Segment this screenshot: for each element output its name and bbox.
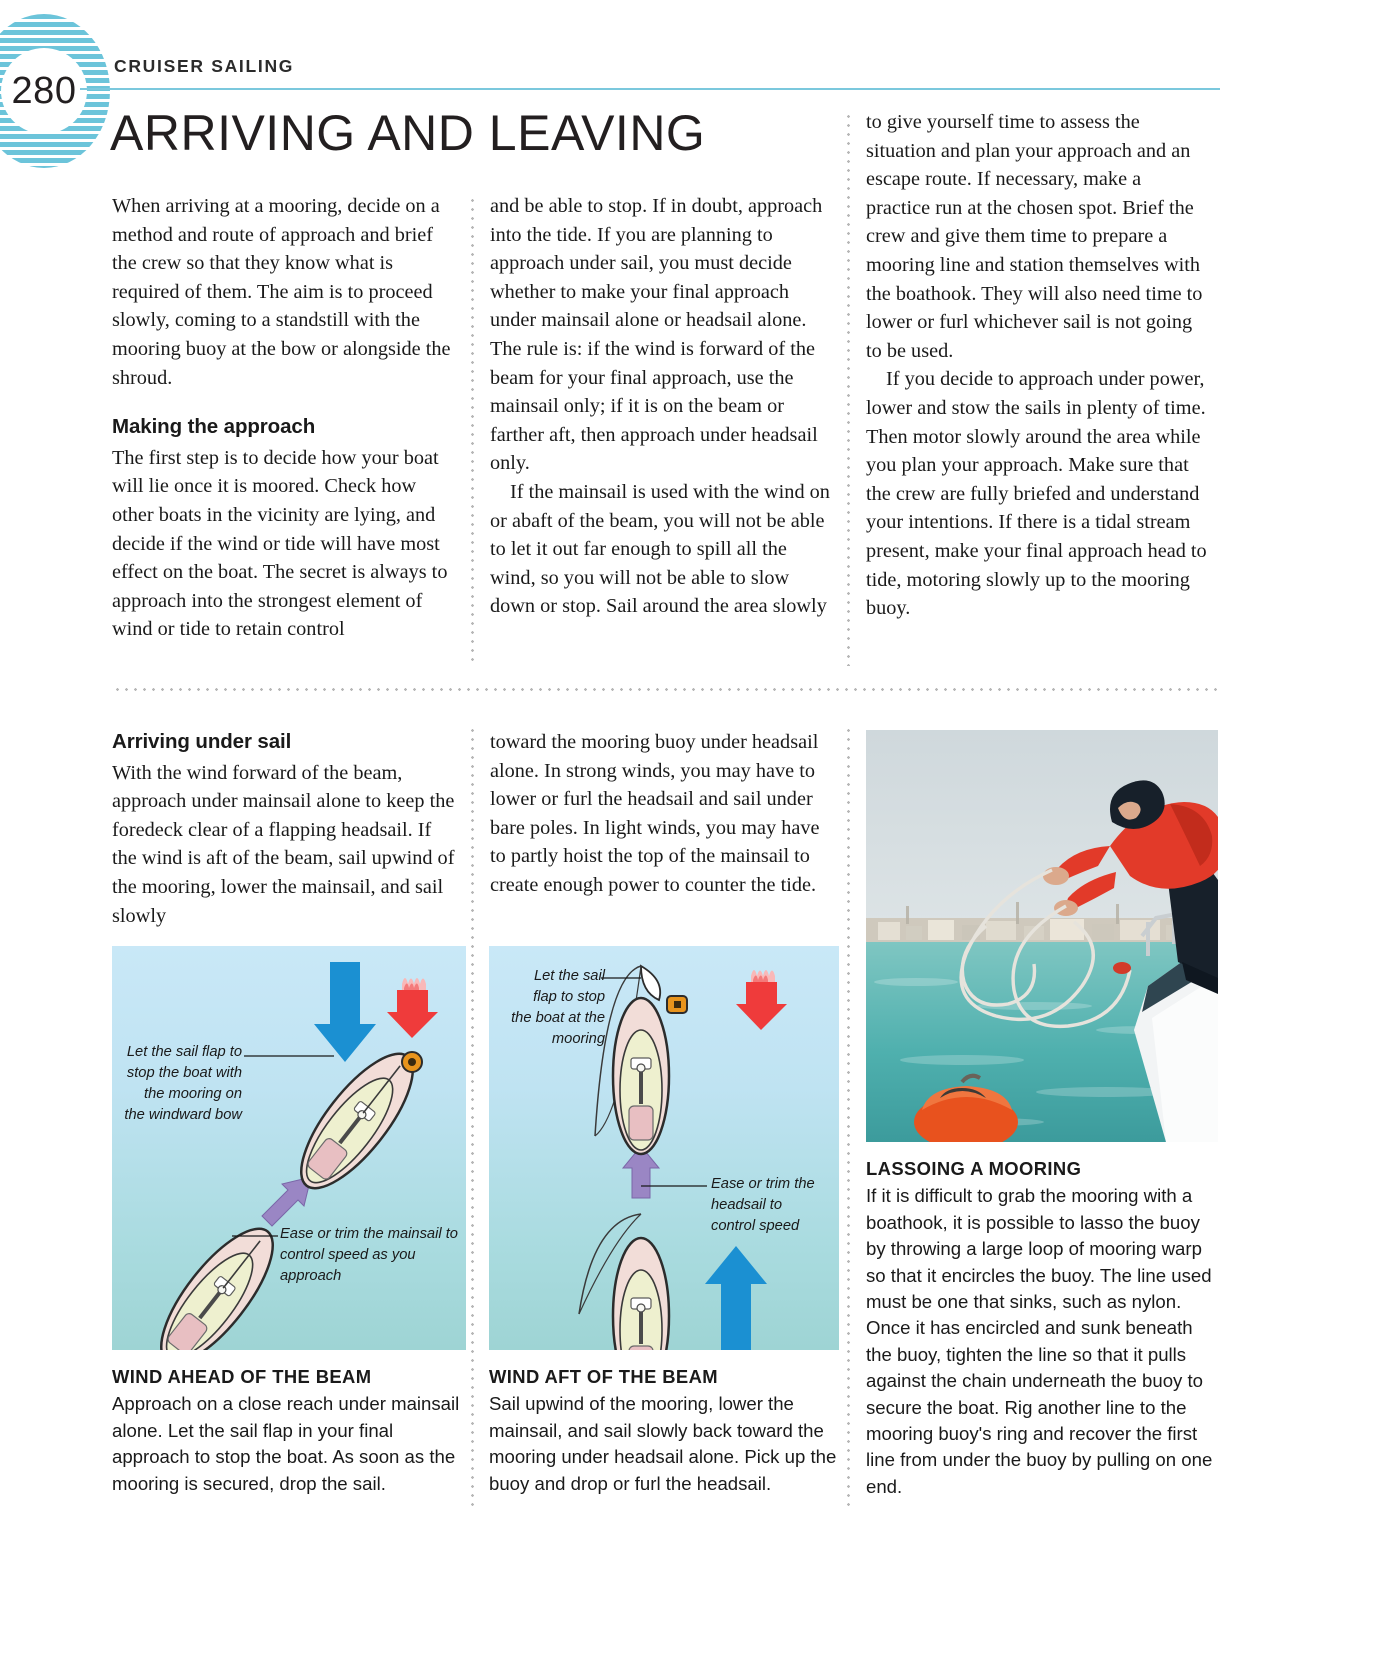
intro-column-2	[490, 192, 830, 621]
caption-wind-ahead-of-beam	[112, 1364, 462, 1497]
column-divider-4	[847, 726, 850, 1506]
column-divider-2	[847, 112, 850, 666]
caption-title: WIND AHEAD OF THE BEAM	[112, 1366, 372, 1387]
lower-column-1	[112, 728, 458, 930]
intro-paragraph: If the mainsail is used with the wind on or abaft of the beam, you will not be able to let it out far enough to spill all the wind, so you will not be able to slow down or stop. Sail around the area slowly	[490, 480, 830, 618]
mooring-buoy-icon	[402, 1052, 422, 1072]
page-number-badge	[0, 14, 110, 168]
intro-paragraph: When arriving at a mooring, decide on a method and route of approach and brief the crew so that they know what is required of them. The aim is to proceed slowly, coming to a standstill with the mooring buoy at the bow or alongside the shroud.	[112, 195, 451, 389]
page-title: ARRIVING AND LEAVING	[110, 105, 706, 161]
lower-column-2	[490, 728, 830, 900]
caption-title: WIND AFT OF THE BEAM	[489, 1366, 719, 1387]
intro-column-1	[112, 192, 458, 644]
lower-paragraph: toward the mooring buoy under headsail alone. In strong winds, you may have to lower or furl the headsail and sail under bare poles. In light winds, you may have to partly hoist the top of the mainsail to create enough power to counter the tide.	[490, 731, 820, 896]
diagram-right-label-bottom: Ease or trim the headsail to control speed	[711, 1176, 815, 1234]
intro-paragraph: The first step is to decide how your boat will lie once it is moored. Check how other boats in the vicinity are lying, and decide if the wind or tide will have most effect on the boat. The secret is always to approach into the strongest element of wind or tide to retain control	[112, 446, 448, 641]
mooring-buoy-icon	[667, 996, 687, 1013]
caption-title: LASSOING A MOORING	[866, 1158, 1082, 1179]
caption-body: If it is difficult to grab the mooring with a boathook, it is possible to lasso the buoy by throwing a large loop of mooring warp so that it encircles the buoy. The line used must be one that sinks, such as nylon. Once it has encircled and sunk beneath the buoy, tighten the line so that it pulls against the chain underneath the buoy to secure the boat. Rig another line to the mooring buoy's ring and recover the first line from under the buoy by pulling on one end.	[866, 1185, 1213, 1497]
intro-paragraph: and be able to stop. If in doubt, approach into the tide. If you are planning to approach under sail, you must decide whether to make your final approach under mainsail alone or headsail alone. The rule is: if the wind is forward of the beam for your final approach, use the mainsail only; if it is on the beam or farther aft, then approach under headsail only.	[490, 195, 823, 475]
lower-paragraph: With the wind forward of the beam, approach under mainsail alone to keep the foredeck clear of a flapping headsail. If the wind is aft of the beam, sail upwind of the mooring, lower the mainsail, and sail slowly	[112, 761, 455, 927]
boat-upper	[595, 966, 669, 1154]
page-number: 280	[11, 70, 77, 112]
section-divider	[113, 688, 1221, 691]
diagram-left-label-top: Let the sail flap to stop the boat with the mooring on the windward bow	[124, 1044, 242, 1123]
intro-column-3	[866, 108, 1210, 623]
diagram-right-label-top: Let the sail flap to stop the boat at the mooring	[511, 968, 605, 1047]
photo-artwork	[866, 730, 1218, 1142]
diagram-left-label-bottom: Ease or trim the mainsail to control speed as you approach	[280, 1226, 458, 1284]
wind-arrow-icon	[314, 962, 376, 1062]
tide-arrow-icon	[736, 970, 787, 1030]
diagram-wind-ahead-of-beam	[112, 946, 466, 1350]
intro-paragraph: to give yourself time to assess the situation and plan your approach and an escape route. If necessary, make a practice run at the chosen spot. Brief the crew and give them time to prepare a mooring line and station themselves with the boathook. They will also need time to lower or furl whichever sail is not going to be used.	[866, 111, 1203, 362]
column-divider-3	[471, 726, 474, 1506]
subheading-making-the-approach: Making the approach	[112, 415, 316, 439]
intro-paragraph: If you decide to approach under power, lower and stow the sails in plenty of time. Then motor slowly around the area while you plan your approach. Make sure that the crew are fully briefed and understand your intentions. If there is a tidal stream present, make your final approach head to tide, motoring slowly up to the mooring buoy.	[866, 368, 1207, 620]
subheading-arriving-under-sail: Arriving under sail	[112, 730, 292, 753]
column-divider-1	[471, 196, 474, 666]
caption-body: Approach on a close reach under mainsail alone. Let the sail flap in your final approach to stop the boat. As soon as the mooring is secured, drop the sail.	[112, 1393, 460, 1494]
header-rule	[80, 88, 1220, 90]
running-head: CRUISER SAILING	[114, 56, 295, 76]
diagram-left-artwork	[112, 946, 466, 1350]
boat-lower	[579, 1214, 669, 1350]
diagram-wind-aft-of-beam	[489, 946, 839, 1350]
lassoing-photograph	[866, 730, 1218, 1142]
page-number-disc	[1, 48, 87, 134]
wind-arrow-icon	[705, 1246, 767, 1350]
caption-wind-aft-of-beam	[489, 1364, 837, 1497]
caption-body: Sail upwind of the mooring, lower the mainsail, and sail slowly back toward the mooring under headsail alone. Pick up the buoy and drop or furl the headsail.	[489, 1393, 837, 1494]
caption-lassoing-a-mooring	[866, 1156, 1218, 1500]
tide-arrow-icon	[387, 978, 438, 1038]
boat-lower	[143, 1213, 291, 1350]
